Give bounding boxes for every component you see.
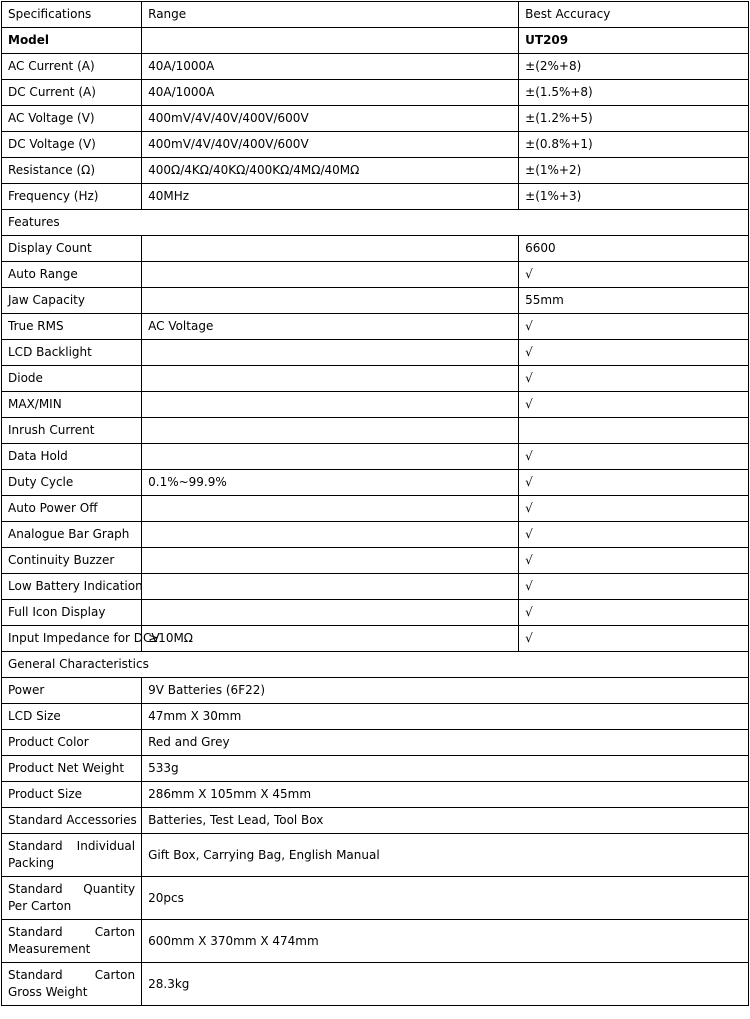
spec-range: 400mV/4V/40V/400V/600V <box>142 106 519 132</box>
feature-value: √ <box>519 314 749 340</box>
feature-row <box>2 626 749 652</box>
feature-range <box>142 418 519 444</box>
general-value: 600mm X 370mm X 474mm <box>142 920 749 963</box>
feature-name: Display Count <box>2 236 142 262</box>
feature-row <box>2 470 749 496</box>
feature-range <box>142 288 519 314</box>
general-name: Standard Quantity Per Carton <box>2 877 142 920</box>
spec-range: 40A/1000A <box>142 80 519 106</box>
header-row <box>2 2 749 28</box>
feature-range <box>142 496 519 522</box>
general-name: LCD Size <box>2 704 142 730</box>
spec-range: 400Ω/4KΩ/40KΩ/400KΩ/4MΩ/40MΩ <box>142 158 519 184</box>
header-range: Range <box>142 2 519 28</box>
spec-row <box>2 106 749 132</box>
header-specifications: Specifications <box>2 2 142 28</box>
general-name: Standard Individual Packing <box>2 834 142 877</box>
general-name: Standard Carton Gross Weight <box>2 963 142 1006</box>
model-value: UT209 <box>519 28 749 54</box>
spec-range: 40A/1000A <box>142 54 519 80</box>
spec-accuracy: ±(0.8%+1) <box>519 132 749 158</box>
feature-range <box>142 600 519 626</box>
feature-value: √ <box>519 600 749 626</box>
general-value: 47mm X 30mm <box>142 704 749 730</box>
general-row <box>2 678 749 704</box>
feature-value <box>519 418 749 444</box>
general-value: Batteries, Test Lead, Tool Box <box>142 808 749 834</box>
model-range-empty <box>142 28 519 54</box>
general-section-title: General Characteristics <box>2 652 749 678</box>
section-row-general <box>2 652 749 678</box>
feature-value: √ <box>519 548 749 574</box>
feature-value: √ <box>519 626 749 652</box>
feature-name: Auto Range <box>2 262 142 288</box>
spec-name: DC Current (A) <box>2 80 142 106</box>
general-row <box>2 808 749 834</box>
feature-value: 6600 <box>519 236 749 262</box>
general-row <box>2 920 749 963</box>
feature-range: 0.1%~99.9% <box>142 470 519 496</box>
feature-range <box>142 392 519 418</box>
spec-row <box>2 184 749 210</box>
general-row <box>2 756 749 782</box>
spec-row <box>2 158 749 184</box>
general-name: Product Color <box>2 730 142 756</box>
header-best-accuracy: Best Accuracy <box>519 2 749 28</box>
feature-range <box>142 236 519 262</box>
general-value: 286mm X 105mm X 45mm <box>142 782 749 808</box>
spec-range: 400mV/4V/40V/400V/600V <box>142 132 519 158</box>
general-value: 9V Batteries (6F22) <box>142 678 749 704</box>
general-row <box>2 834 749 877</box>
spec-name: DC Voltage (V) <box>2 132 142 158</box>
feature-name: LCD Backlight <box>2 340 142 366</box>
feature-row <box>2 288 749 314</box>
general-value: 20pcs <box>142 877 749 920</box>
feature-name: Inrush Current <box>2 418 142 444</box>
feature-name: Analogue Bar Graph <box>2 522 142 548</box>
general-value: Gift Box, Carrying Bag, English Manual <box>142 834 749 877</box>
general-row <box>2 704 749 730</box>
feature-value: √ <box>519 340 749 366</box>
feature-row <box>2 522 749 548</box>
feature-row <box>2 392 749 418</box>
spec-row <box>2 54 749 80</box>
feature-range <box>142 366 519 392</box>
feature-name: True RMS <box>2 314 142 340</box>
spec-name: Resistance (Ω) <box>2 158 142 184</box>
feature-range <box>142 340 519 366</box>
feature-value: √ <box>519 392 749 418</box>
feature-value: √ <box>519 496 749 522</box>
feature-range: AC Voltage <box>142 314 519 340</box>
feature-row <box>2 496 749 522</box>
general-row <box>2 782 749 808</box>
feature-name: Data Hold <box>2 444 142 470</box>
feature-row <box>2 236 749 262</box>
general-name: Product Size <box>2 782 142 808</box>
feature-name: Full Icon Display <box>2 600 142 626</box>
general-value: Red and Grey <box>142 730 749 756</box>
feature-name: Input Impedance for DCV <box>2 626 142 652</box>
general-value: 533g <box>142 756 749 782</box>
feature-name: Duty Cycle <box>2 470 142 496</box>
spec-name: Frequency (Hz) <box>2 184 142 210</box>
spec-name: AC Voltage (V) <box>2 106 142 132</box>
general-name: Standard Accessories <box>2 808 142 834</box>
feature-row <box>2 340 749 366</box>
feature-row <box>2 366 749 392</box>
spec-name: AC Current (A) <box>2 54 142 80</box>
feature-name: Continuity Buzzer <box>2 548 142 574</box>
general-row <box>2 877 749 920</box>
model-label: Model <box>2 28 142 54</box>
feature-value: √ <box>519 444 749 470</box>
spec-accuracy: ±(1.2%+5) <box>519 106 749 132</box>
feature-row <box>2 600 749 626</box>
feature-range <box>142 548 519 574</box>
spec-accuracy: ±(2%+8) <box>519 54 749 80</box>
spec-accuracy: ±(1%+2) <box>519 158 749 184</box>
feature-name: Low Battery Indication <box>2 574 142 600</box>
feature-value: √ <box>519 262 749 288</box>
general-row <box>2 730 749 756</box>
feature-range <box>142 574 519 600</box>
section-row-features <box>2 210 749 236</box>
spec-table <box>1 1 749 1006</box>
features-section-title: Features <box>2 210 749 236</box>
spec-range: 40MHz <box>142 184 519 210</box>
feature-row <box>2 574 749 600</box>
spec-accuracy: ±(1%+3) <box>519 184 749 210</box>
feature-value: √ <box>519 574 749 600</box>
feature-name: MAX/MIN <box>2 392 142 418</box>
feature-row <box>2 444 749 470</box>
general-name: Standard Carton Measurement <box>2 920 142 963</box>
general-name: Power <box>2 678 142 704</box>
spec-row <box>2 132 749 158</box>
general-row <box>2 963 749 1006</box>
general-name: Product Net Weight <box>2 756 142 782</box>
feature-range <box>142 262 519 288</box>
feature-value: √ <box>519 522 749 548</box>
spec-row <box>2 80 749 106</box>
general-value: 28.3kg <box>142 963 749 1006</box>
feature-name: Diode <box>2 366 142 392</box>
feature-range: ≥10MΩ <box>142 626 519 652</box>
model-row <box>2 28 749 54</box>
feature-range <box>142 522 519 548</box>
feature-value: 55mm <box>519 288 749 314</box>
feature-name: Auto Power Off <box>2 496 142 522</box>
feature-row <box>2 314 749 340</box>
feature-value: √ <box>519 366 749 392</box>
feature-row <box>2 262 749 288</box>
spec-accuracy: ±(1.5%+8) <box>519 80 749 106</box>
feature-row <box>2 418 749 444</box>
feature-name: Jaw Capacity <box>2 288 142 314</box>
feature-row <box>2 548 749 574</box>
feature-range <box>142 444 519 470</box>
feature-value: √ <box>519 470 749 496</box>
